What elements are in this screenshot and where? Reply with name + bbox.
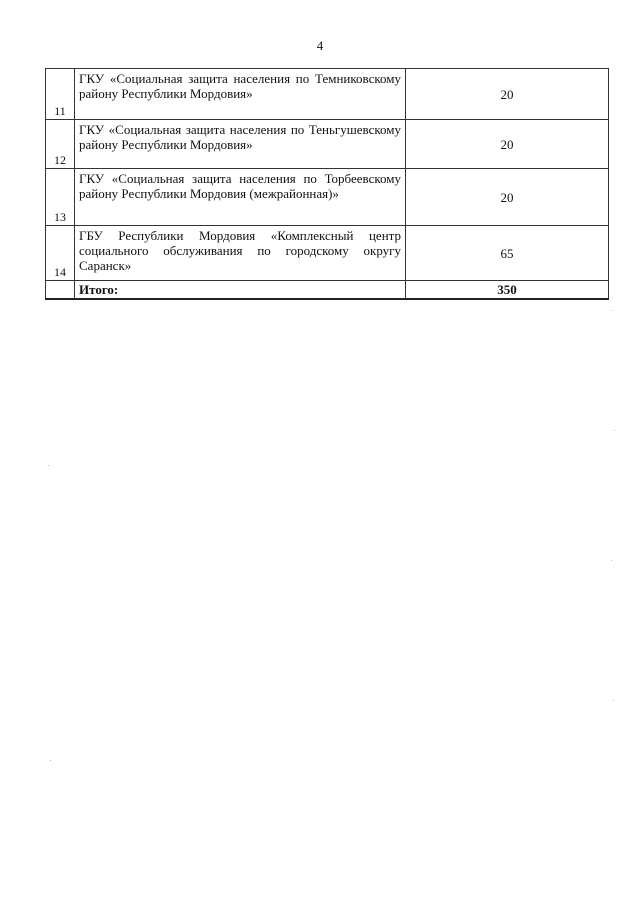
- table-row: [46, 120, 609, 169]
- row-number: 12: [46, 120, 75, 169]
- allocation-table: [45, 68, 609, 300]
- quantity: 20: [406, 169, 609, 226]
- row-number: 14: [46, 226, 75, 281]
- row-number: 11: [46, 69, 75, 120]
- table-row: [46, 169, 609, 226]
- quantity: 65: [406, 226, 609, 281]
- institution-name: ГКУ «Социальная защита населения по Темниковскому району Республики Мордовия»: [75, 69, 406, 120]
- scan-speck: [48, 465, 49, 466]
- scan-speck: [611, 560, 612, 561]
- institution-name: ГКУ «Социальная защита населения по Теньгушевскому району Республики Мордовия»: [75, 120, 406, 169]
- total-label: Итого:: [75, 281, 406, 300]
- institution-name: ГБУ Республики Мордовия «Комплексный центр социального обслуживания по городскому округу Саранск»: [75, 226, 406, 281]
- scan-speck: [613, 700, 614, 701]
- total-quantity: 350: [406, 281, 609, 300]
- scan-speck: [50, 760, 51, 761]
- page-number: 4: [316, 38, 324, 53]
- quantity: 20: [406, 69, 609, 120]
- quantity: 20: [406, 120, 609, 169]
- table-row: [46, 69, 609, 120]
- table-row: [46, 226, 609, 281]
- institution-name: ГКУ «Социальная защита населения по Торбеевскому району Республики Мордовия (межрайонная)»: [75, 169, 406, 226]
- total-number-cell: [46, 281, 75, 300]
- row-number: 13: [46, 169, 75, 226]
- total-row: [46, 281, 609, 300]
- scan-speck: [612, 310, 613, 311]
- scan-speck: [614, 430, 615, 431]
